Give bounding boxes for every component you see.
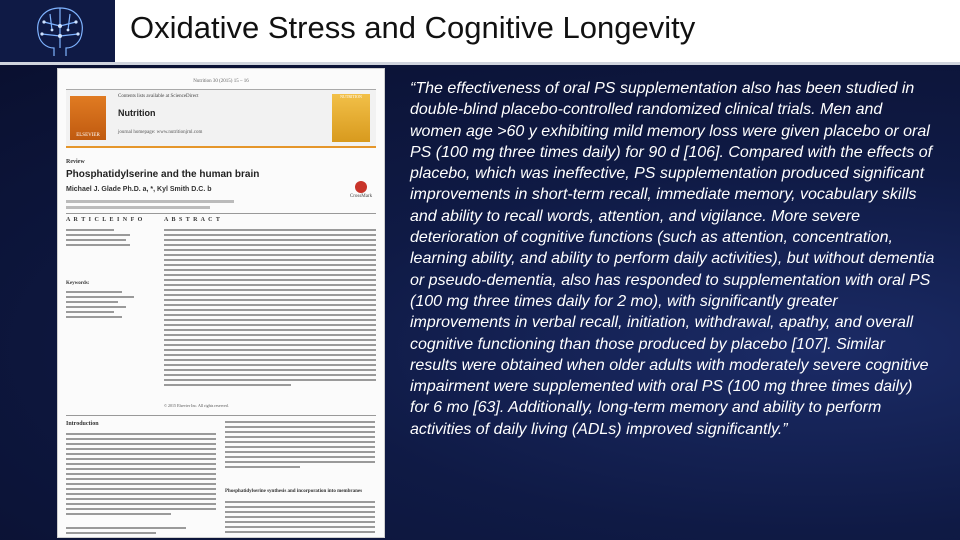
intro-heading: Introduction — [66, 421, 99, 427]
abstract-text — [164, 229, 376, 389]
crossmark-icon — [355, 181, 367, 193]
crossmark-label: CrossMark — [349, 194, 373, 199]
keywords-list — [66, 291, 146, 321]
keywords-heading: Keywords: — [66, 281, 90, 286]
article-history-text — [66, 229, 146, 249]
paper-thumbnail — [57, 68, 385, 538]
header-logo-area — [0, 0, 115, 62]
copyright: © 2015 Elsevier Inc. All rights reserved. — [164, 403, 229, 408]
header — [0, 0, 960, 62]
publisher-logo: ELSEVIER — [70, 96, 106, 140]
crossmark-badge — [348, 181, 374, 201]
footnotes — [66, 527, 216, 537]
journal-cover: NUTRITION — [332, 94, 370, 142]
brain-circuit-icon — [30, 2, 90, 60]
journal-homepage: journal homepage: www.nutritionjrnl.com — [118, 130, 203, 135]
article-type: Review — [66, 159, 85, 165]
intro-text — [66, 433, 216, 518]
section-text — [225, 501, 375, 536]
journal-name: Nutrition — [118, 108, 156, 118]
paper-citation: Nutrition 30 (2015) 15 – 16 — [193, 79, 249, 84]
article-title: Phosphatidylserine and the human brain — [66, 169, 260, 180]
divider — [66, 415, 376, 416]
section-heading: Phosphatidylserine synthesis and incorporation into membranes — [225, 489, 363, 494]
article-authors: Michael J. Glade Ph.D. a, *, Kyl Smith D.C. b — [66, 186, 212, 193]
affiliations — [66, 200, 306, 212]
page-title: Oxidative Stress and Cognitive Longevity — [130, 10, 696, 45]
quote-text: “The effectiveness of oral PS supplementation also has been studied in double-blind placebo-controlled randomized clinical trials. Men and women age >60 y exhibiting mild memory loss were given placebo or oral PS (100 mg three times daily) for 90 d [106]. Compared with the effects of placebo, which was ineffective, PS supplementation produced significant improvements in short-term recall, immediate memory, vocabulary skills and ability to recall words, attention, and vigilance. More severe deterioration of cognitive functions (such as attention, concentration, learning ability, and ability to perform daily activities), but without dementia or pseudo-dementia, also has responded to supplementation with oral PS (100 mg three times daily for 2 mo), with significantly greater improvements in verbal recall, initiation, withdrawal, apathy, and overall cognitive functioning than those produced by placebo [107]. Similar results were obtained when older adults with moderately severe cognitive impairment were supplemented with oral PS (100 mg three times daily) for 6 mo [63]. Additionally, long-term memory and ability to perform activities of daily living (ADLs) improved significantly.” — [410, 80, 935, 438]
abstract-heading: A B S T R A C T — [164, 217, 221, 223]
column-two-text — [225, 421, 375, 471]
journal-masthead — [66, 89, 376, 148]
article-info-heading: A R T I C L E I N F O — [66, 217, 144, 223]
divider — [66, 213, 376, 214]
available-text: Contents lists available at ScienceDirect — [118, 94, 199, 99]
